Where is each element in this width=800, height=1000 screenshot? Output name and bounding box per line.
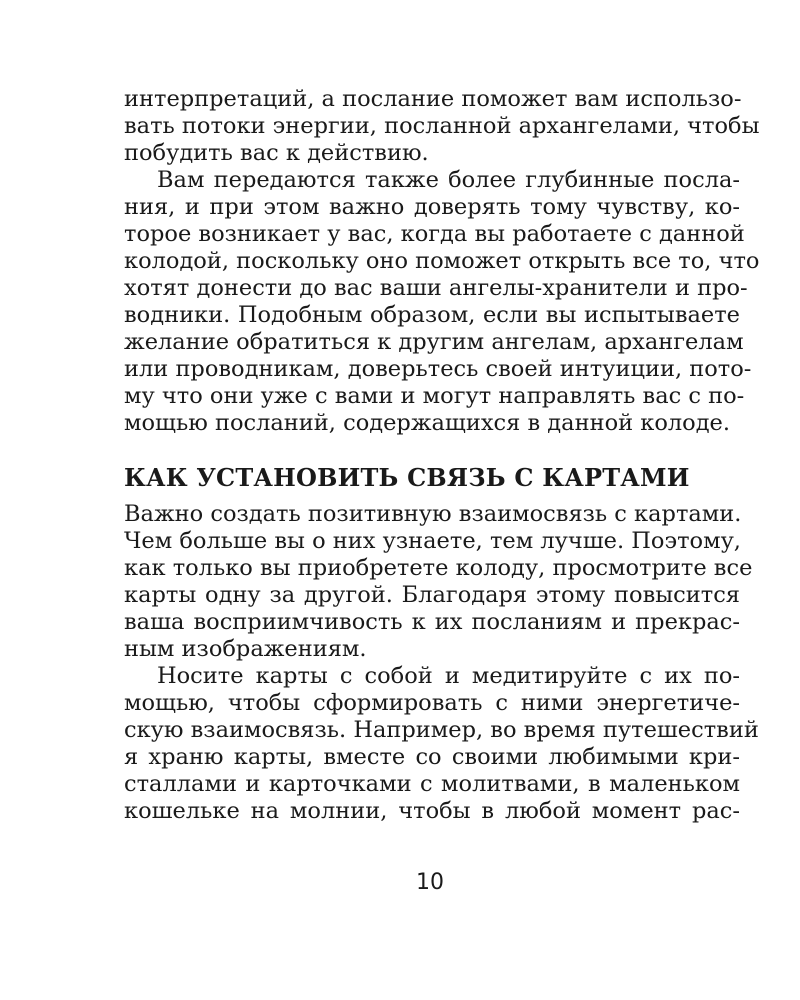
text-line: или проводникам, доверьтесь своей интуиции, пото-	[124, 356, 752, 382]
paragraph-carry-cards	[124, 663, 759, 825]
text-line: му что они уже с вами и могут направлять вас с по-	[124, 383, 745, 409]
section-heading: КАК УСТАНОВИТЬ СВЯЗЬ С КАРТАМИ	[124, 463, 690, 492]
text-line: мощью, чтобы сформировать с ними энергетиче-	[124, 690, 740, 716]
text-line: Чем больше вы о них узнаете, тем лучше. Поэтому,	[124, 528, 741, 554]
text-line: Носите карты с собой и медитируйте с их по-	[157, 663, 740, 689]
page-number: 10	[416, 870, 444, 895]
text-line: хотят донести до вас ваши ангелы-хранители и про-	[124, 275, 748, 301]
paragraph-continued	[124, 86, 760, 167]
paragraph-connection	[124, 501, 753, 663]
text-line: как только вы приобретете колоду, просмотрите все	[124, 555, 753, 581]
text-line: Вам передаются также более глубинные посла-	[157, 167, 740, 193]
text-line: я храню карты, вместе со своими любимыми кри-	[124, 744, 740, 770]
text-line: скую взаимосвязь. Например, во время путешествий	[124, 717, 759, 743]
text-line: кошельке на молнии, чтобы в любой момент рас-	[124, 798, 740, 824]
text-line: ваша восприимчивость к их посланиям и прекрас-	[124, 609, 740, 635]
text-line: Важно создать позитивную взаимосвязь с картами.	[124, 501, 742, 527]
text-line: интерпретаций, а послание поможет вам использо-	[124, 86, 742, 112]
text-line: водники. Подобным образом, если вы испытываете	[124, 302, 740, 328]
text-line: ния, и при этом важно доверять тому чувству, ко-	[124, 194, 740, 220]
text-line: карты одну за другой. Благодаря этому повысится	[124, 582, 740, 608]
paragraph-messages	[124, 167, 760, 437]
text-line: побудить вас к действию.	[124, 140, 429, 166]
text-line: желание обратиться к другим ангелам, архангелам	[124, 329, 744, 355]
text-line: сталлами и карточками с молитвами, в маленьком	[124, 771, 740, 797]
text-line: ным изображениям.	[124, 636, 367, 662]
text-line: колодой, поскольку оно поможет открыть все то, что	[124, 248, 760, 274]
text-line: торое возникает у вас, когда вы работаете с данной	[124, 221, 745, 247]
text-line: мощью посланий, содержащихся в данной колоде.	[124, 410, 731, 436]
page-body	[124, 86, 760, 825]
text-line: вать потоки энергии, посланной архангелами, чтобы	[124, 113, 760, 139]
